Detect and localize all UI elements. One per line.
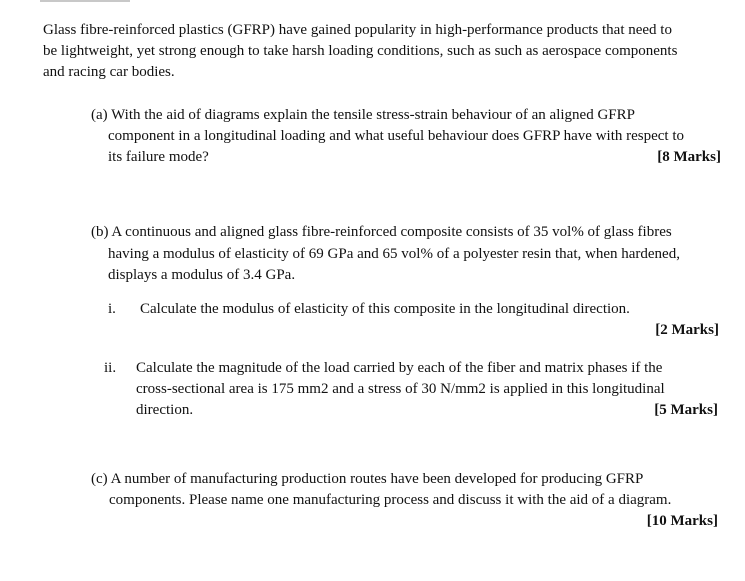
sub-question-i-marks: [2 Marks] (655, 322, 719, 338)
question-a-line: (a) With the aid of diagrams explain the tensile stress-strain behaviour of an aligned GFRP (91, 107, 635, 123)
sub-question-i-line: Calculate the modulus of elasticity of this composite in the longitudinal direction. (140, 301, 630, 317)
question-c-marks: [10 Marks] (646, 513, 718, 529)
question-c-line: components. Please name one manufacturing process and discuss it with the aid of a diagram. (109, 492, 672, 508)
sub-question-ii-line: cross-sectional area is 175 mm2 and a stress of 30 N/mm2 is applied in this longitudinal (136, 381, 665, 397)
question-a-line: its failure mode? (108, 149, 209, 165)
question-b-line: displays a modulus of 3.4 GPa. (108, 267, 296, 283)
sub-question-numeral: i. (108, 301, 116, 317)
sub-question-numeral: ii. (104, 360, 117, 376)
sub-question-ii-marks: [5 Marks] (654, 402, 718, 418)
sub-question-ii-line: direction. (136, 402, 194, 418)
question-a-marks: [8 Marks] (657, 149, 721, 165)
sub-question-ii-line: Calculate the magnitude of the load carried by each of the fiber and matrix phases if the (136, 360, 663, 376)
intro-line: Glass fibre-reinforced plastics (GFRP) have gained popularity in high-performance products that need to (43, 22, 672, 38)
question-b-line: (b) A continuous and aligned glass fibre-reinforced composite consists of 35 vol% of glass fibres (91, 224, 672, 240)
page-top-divider (40, 0, 130, 2)
intro-line: and racing car bodies. (43, 64, 175, 80)
intro-line: be lightweight, yet strong enough to take harsh loading conditions, such as such as aerospace components (43, 43, 678, 59)
question-b-line: having a modulus of elasticity of 69 GPa and 65 vol% of a polyester resin that, when hardened, (108, 246, 680, 262)
question-a-line: component in a longitudinal loading and what useful behaviour does GFRP have with respect to (108, 128, 684, 144)
question-c-line: (c) A number of manufacturing production routes have been developed for producing GFRP (91, 471, 644, 487)
